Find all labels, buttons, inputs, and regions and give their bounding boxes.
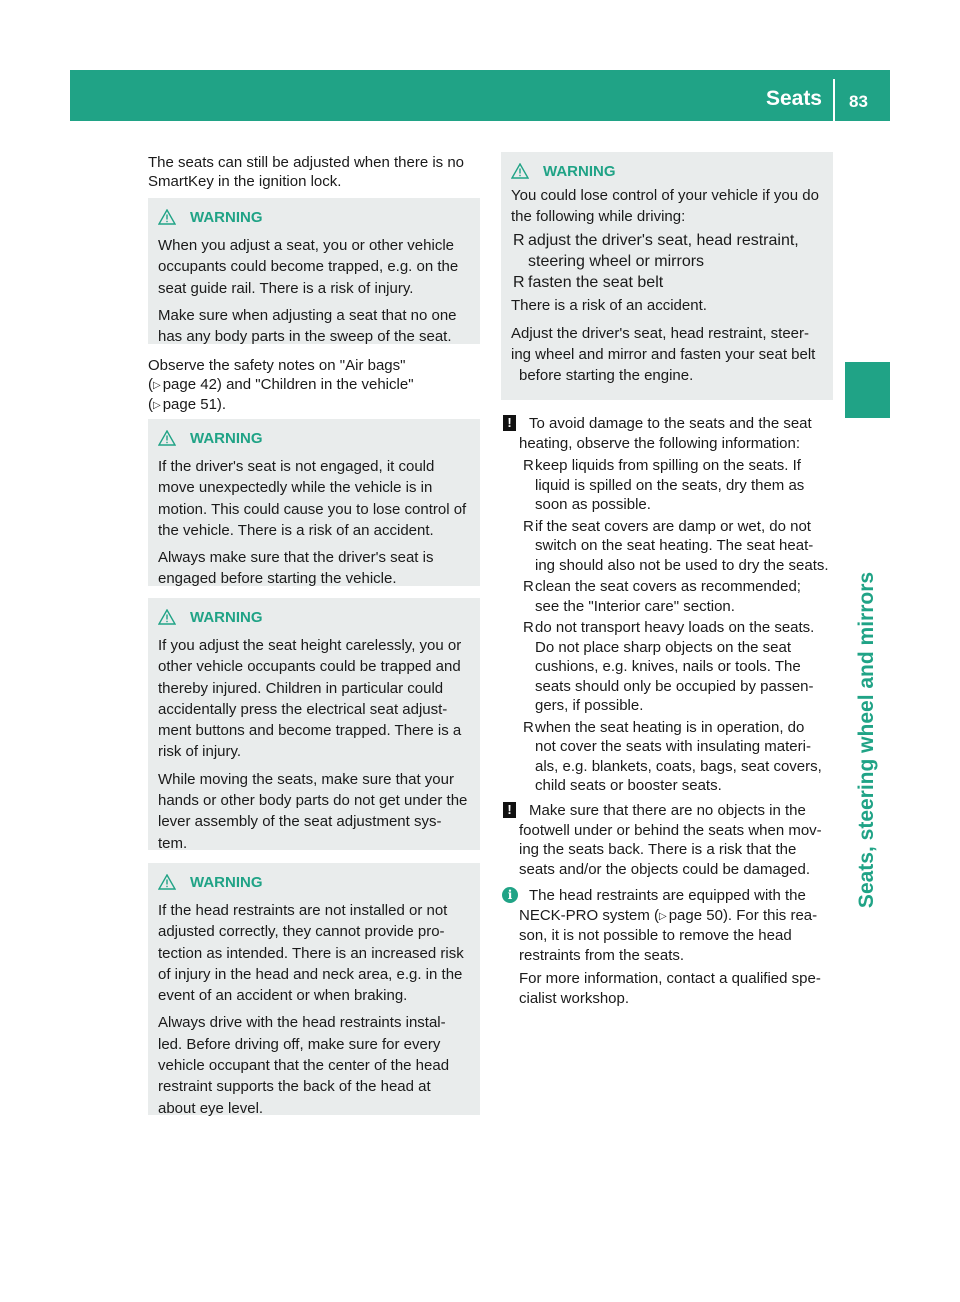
list-item: R keep liquids from spilling on the seats. If liquid is spilled on the seats, dry them as soon as possible. — [523, 457, 805, 513]
list-item: R if the seat covers are damp or wet, do not switch on the seat heating. The seat heat- ing should also not be used to dry the seats. — [523, 517, 829, 574]
warning-box: WARNING When you adjust a seat, you or other vehicle occupants could become trapped, e.g. on the seat guide rail. There is a risk of injury. Make sure when adjusting a seat that no one has any body parts in the sweep of the seat. — [148, 198, 480, 344]
observe-paragraph: Observe the safety notes on "Air bags" (▷ page 42) and "Children in the vehicle" (▷ page 51). — [148, 357, 414, 413]
intro-paragraph: The seats can still be adjusted when there is no SmartKey in the ignition lock. — [148, 154, 465, 190]
arrow-right-icon: ▷ — [153, 380, 161, 391]
warning-heading: WARNING — [158, 427, 472, 449]
warning-triangle-icon — [511, 163, 529, 179]
objects-note: ! Make sure that there are no objects in the footwell under or behind the seats when mov- ing the seats back. There is a risk that the seats and/or the objects could be damaged. — [503, 801, 835, 879]
warning-box: WARNING If you adjust the seat height carelessly, you or other vehicle occupants could be trapped and thereby injured. Children in particular could accidentally press the electrical seat adjust- ment buttons and become trapped. There is a risk of injury. While moving the seats, make sure that your hands or other body parts do not get under the lever assembly of the seat adjustment sys- tem. — [148, 598, 480, 850]
page-section-title: Seats — [765, 87, 822, 110]
warning-box: WARNING If the head restraints are not installed or not adjusted correctly, they cannot provide pro- tection as intended. There is an increased risk of injury in the head and neck area, e.g. in the event of an accident or when braking. Always drive with the head restraints instal- led. Before driving off, make sure for every vehicle occupant that the center of the head restraint supports the back of the head at about eye level. — [148, 863, 480, 1115]
page-link-51[interactable]: page 51). — [162, 396, 227, 413]
warning-triangle-icon — [158, 609, 176, 625]
arrow-right-icon: ▷ — [659, 910, 667, 922]
warning-box: WARNING You could lose control of your vehicle if you do the following while driving: R adjust the driver's seat, head restraint, steering wheel or mirrors R fasten the seat belt There is a risk of an accident. Adjust the driver's seat, head restraint, steer- ing wheel and mirror and fasten your seat belt before starting the engine. — [501, 152, 833, 400]
warning-box: WARNING If the driver's seat is not engaged, it could move unexpectedly while the vehicle is in motion. This could cause you to lose control of the vehicle. There is a risk of an accident. Always make sure that the driver's seat is engaged before starting the vehicle. — [148, 419, 480, 586]
warning-triangle-icon — [158, 874, 176, 890]
info-note: i The head restraints are equipped with the NECK-PRO system (▷ page 50). For this rea- son, it is not possible to remove the head restraints from the seats. For more information, contact a qualified spe- cialist workshop. — [503, 886, 835, 1008]
warning-heading: WARNING — [158, 206, 472, 228]
damage-note: ! To avoid damage to the seats and the seat heating, observe the following information: R keep liquids from spilling on the seats. If liquid is spilled on the seats, dry them as soon as possible. R if the seat covers are damp or wet, do not switch on the seat heating. The seat heat- ing should also not be used to dry the seats. R clean the seat covers as recommended; see the "Interior care" section. R do not transport heavy loads on the seats. Do not place sharp objects on the seat cushions, e.g. knives, nails or tools. The seats should only be occupied by passen- gers, if possible. R when the seat heating is in operation, do not cover the seats with insulating materi- als, e.g. blankets, coats, bags, seat covers, child seats or booster seats. — [503, 414, 835, 796]
list-item: R clean the seat covers as recommended; see the "Interior care" section. — [523, 578, 801, 615]
warning-triangle-icon — [158, 209, 176, 225]
warning-triangle-icon — [158, 430, 176, 446]
list-item: R fasten the seat belt — [513, 274, 664, 292]
warning-heading: WARNING — [511, 160, 825, 182]
chapter-label: Seats, steering wheel and mirrors — [855, 571, 878, 909]
list-item: R do not transport heavy loads on the seats. Do not place sharp objects on the seat cushions, e.g. knives, nails or tools. The seats should only be occupied by passen- gers, if possible. — [523, 619, 815, 714]
page-link-42[interactable]: page 42) and "Children in the vehicle" — [162, 376, 414, 393]
page-link-50[interactable]: page 50). For this rea- — [668, 906, 818, 924]
list-item: R when the seat heating is in operation, do not cover the seats with insulating materi- als, e.g. blankets, coats, bags, seat covers, child seats or booster seats. — [523, 718, 822, 794]
warning-heading: WARNING — [158, 871, 472, 893]
arrow-right-icon: ▷ — [153, 400, 161, 411]
page-number: 83 — [849, 92, 868, 111]
header-divider — [833, 79, 835, 121]
warning-heading: WARNING — [158, 606, 472, 628]
list-item: R adjust the driver's seat, head restraint, steering wheel or mirrors — [513, 231, 799, 270]
warning-bullet-list — [511, 230, 825, 294]
info-icon: i — [502, 887, 518, 903]
chapter-tab — [845, 362, 890, 418]
exclamation-icon: ! — [503, 415, 516, 431]
exclamation-icon: ! — [503, 802, 516, 818]
